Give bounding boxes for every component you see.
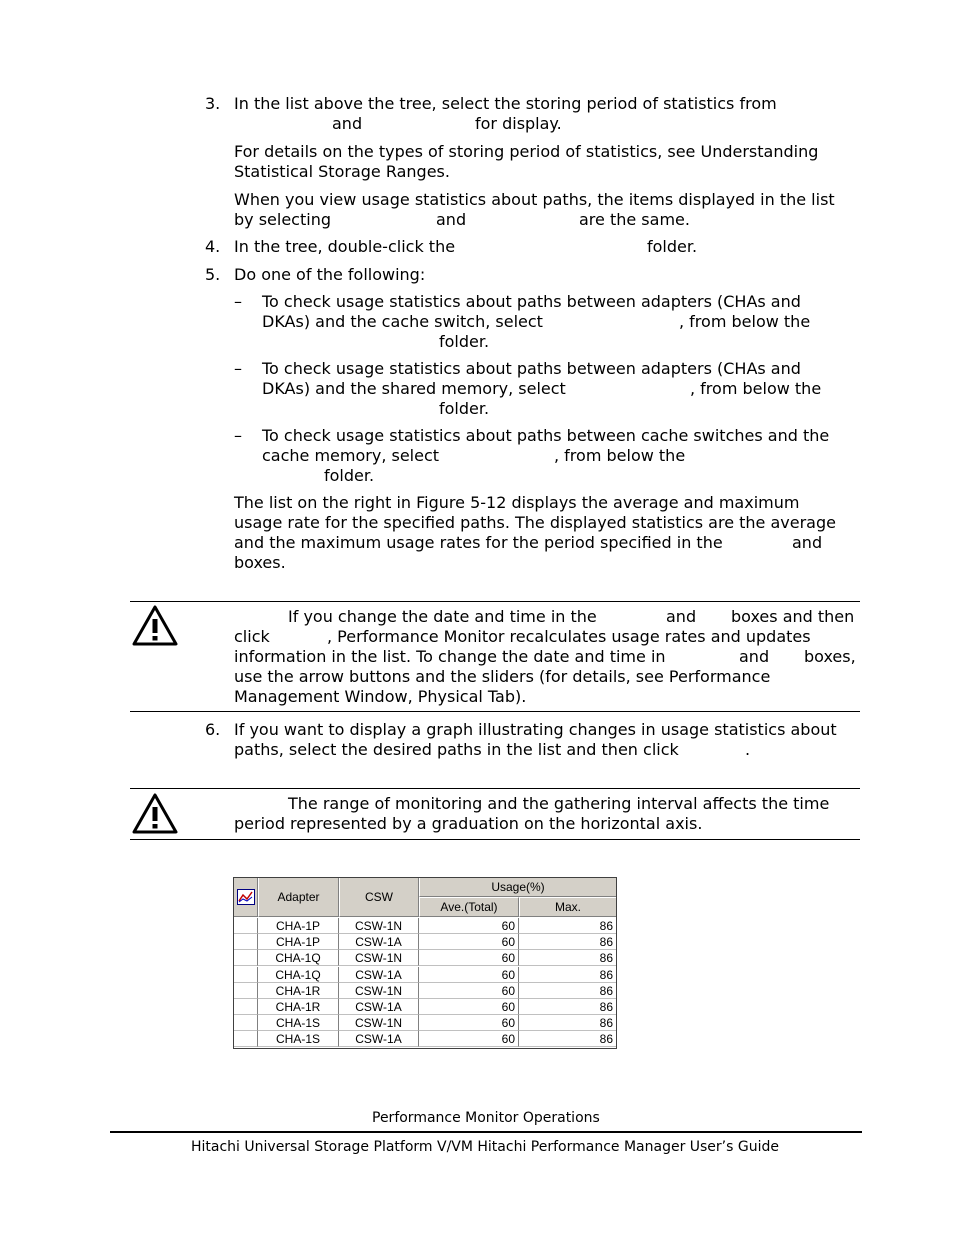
note-divider: [130, 711, 860, 712]
step-6-text: If you want to display a graph illustrating changes in usage statistics about: [234, 720, 837, 739]
step-4-text: folder.: [647, 237, 698, 256]
note-text: boxes and then: [731, 607, 855, 626]
note-divider: [130, 788, 860, 789]
note-divider: [130, 601, 860, 602]
step-3-text: In the list above the tree, select the storing period of statistics from: [234, 94, 777, 113]
table-cell-select[interactable]: [233, 918, 258, 934]
column-header-max[interactable]: Max.: [519, 897, 617, 917]
step-number: 3.: [205, 94, 221, 113]
table-cell-select[interactable]: [233, 1031, 258, 1047]
note-text: The range of monitoring and the gathering interval affects the time: [288, 794, 830, 813]
bullet-text: folder.: [439, 399, 490, 418]
table-cell-adapter[interactable]: CHA-1R: [258, 983, 339, 999]
table-cell-adapter[interactable]: CHA-1S: [258, 1015, 339, 1031]
bullet-dash: –: [234, 292, 242, 311]
table-cell-adapter[interactable]: CHA-1P: [258, 934, 339, 950]
note-text: and: [666, 607, 697, 626]
step-4-text: In the tree, double-click the: [234, 237, 456, 256]
table-cell-csw[interactable]: CSW-1N: [339, 983, 419, 999]
table-cell-max[interactable]: 86: [519, 918, 617, 934]
note-text: use the arrow buttons and the sliders (for details, see Performance: [234, 667, 771, 686]
usage-table: [233, 877, 617, 1049]
step-3-text: and: [332, 114, 363, 133]
paragraph-text: and the maximum usage rates for the period specified in the: [234, 533, 723, 552]
table-cell-select[interactable]: [233, 999, 258, 1015]
note-text: , Performance Monitor recalculates usage rates and updates: [327, 627, 811, 646]
step-6-text: .: [745, 740, 751, 759]
table-cell-ave[interactable]: 60: [419, 999, 519, 1015]
column-header-adapter[interactable]: Adapter: [258, 877, 339, 917]
warning-icon: [131, 604, 179, 648]
table-cell-csw[interactable]: CSW-1N: [339, 950, 419, 966]
bullet-text: , from below the: [690, 379, 822, 398]
table-cell-ave[interactable]: 60: [419, 950, 519, 966]
table-cell-ave[interactable]: 60: [419, 1015, 519, 1031]
table-cell-adapter[interactable]: CHA-1Q: [258, 967, 339, 983]
table-cell-max[interactable]: 86: [519, 934, 617, 950]
table-cell-csw[interactable]: CSW-1N: [339, 1015, 419, 1031]
warning-icon: [131, 792, 179, 836]
paragraph-text: and: [792, 533, 823, 552]
table-cell-csw[interactable]: CSW-1N: [339, 918, 419, 934]
note-text: period represented by a graduation on the horizontal axis.: [234, 814, 703, 833]
table-cell-select[interactable]: [233, 1015, 258, 1031]
table-cell-adapter[interactable]: CHA-1P: [258, 918, 339, 934]
table-cell-csw[interactable]: CSW-1A: [339, 999, 419, 1015]
bullet-text: , from below the: [554, 446, 686, 465]
table-cell-max[interactable]: 86: [519, 983, 617, 999]
paragraph-text: usage rate for the specified paths. The displayed statistics are the average: [234, 513, 836, 532]
paragraph-text: When you view usage statistics about paths, the items displayed in the list: [234, 190, 835, 209]
step-3-text: for display.: [475, 114, 562, 133]
table-cell-adapter[interactable]: CHA-1R: [258, 999, 339, 1015]
step-5-text: Do one of the following:: [234, 265, 426, 284]
bullet-text: DKAs) and the cache switch, select: [262, 312, 543, 331]
bullet-text: , from below the: [679, 312, 811, 331]
table-cell-ave[interactable]: 60: [419, 934, 519, 950]
bullet-text: cache memory, select: [262, 446, 440, 465]
paragraph-text: and: [436, 210, 467, 229]
table-cell-ave[interactable]: 60: [419, 1031, 519, 1047]
table-cell-select[interactable]: [233, 934, 258, 950]
table-cell-select[interactable]: [233, 967, 258, 983]
table-cell-max[interactable]: 86: [519, 967, 617, 983]
note-divider: [130, 839, 860, 840]
paragraph-text: by selecting: [234, 210, 331, 229]
bullet-text: folder.: [439, 332, 490, 351]
bullet-dash: –: [234, 359, 242, 378]
table-cell-ave[interactable]: 60: [419, 983, 519, 999]
footer-divider: [110, 1131, 862, 1133]
table-cell-max[interactable]: 86: [519, 1031, 617, 1047]
table-cell-select[interactable]: [233, 983, 258, 999]
note-text: If you change the date and time in the: [288, 607, 597, 626]
column-header-ave[interactable]: Ave.(Total): [419, 897, 519, 917]
step-number: 5.: [205, 265, 221, 284]
table-cell-csw[interactable]: CSW-1A: [339, 967, 419, 983]
table-cell-max[interactable]: 86: [519, 999, 617, 1015]
bullet-text: DKAs) and the shared memory, select: [262, 379, 566, 398]
table-cell-ave[interactable]: 60: [419, 967, 519, 983]
footer-book-title: Hitachi Universal Storage Platform V/VM Hitachi Performance Manager User’s Guide: [191, 1139, 779, 1155]
paragraph-text: boxes.: [234, 553, 286, 572]
paragraph-text: Statistical Storage Ranges.: [234, 162, 450, 181]
table-cell-max[interactable]: 86: [519, 950, 617, 966]
step-6-text: paths, select the desired paths in the list and then click: [234, 740, 679, 759]
table-cell-ave[interactable]: 60: [419, 918, 519, 934]
paragraph-text: are the same.: [579, 210, 690, 229]
table-cell-csw[interactable]: CSW-1A: [339, 934, 419, 950]
note-text: boxes,: [804, 647, 856, 666]
table-cell-csw[interactable]: CSW-1A: [339, 1031, 419, 1047]
bullet-dash: –: [234, 426, 242, 445]
paragraph-text: The list on the right in Figure 5-12 displays the average and maximum: [234, 493, 800, 512]
note-text: click: [234, 627, 270, 646]
bullet-text: To check usage statistics about paths between adapters (CHAs and: [262, 292, 801, 311]
column-header-usage: Usage(%): [419, 877, 617, 897]
graph-icon[interactable]: [233, 877, 258, 917]
table-cell-adapter[interactable]: CHA-1S: [258, 1031, 339, 1047]
table-cell-select[interactable]: [233, 950, 258, 966]
note-text: information in the list. To change the date and time in: [234, 647, 666, 666]
table-cell-max[interactable]: 86: [519, 1015, 617, 1031]
bullet-text: folder.: [324, 466, 375, 485]
table-cell-adapter[interactable]: CHA-1Q: [258, 950, 339, 966]
bullet-text: To check usage statistics about paths between cache switches and the: [262, 426, 830, 445]
step-number: 4.: [205, 237, 221, 256]
footer-section-title: Performance Monitor Operations: [372, 1110, 600, 1126]
column-header-csw[interactable]: CSW: [339, 877, 419, 917]
paragraph-text: For details on the types of storing period of statistics, see Understanding: [234, 142, 819, 161]
bullet-text: To check usage statistics about paths between adapters (CHAs and: [262, 359, 801, 378]
note-text: and: [739, 647, 770, 666]
note-text: Management Window, Physical Tab).: [234, 687, 527, 706]
step-number: 6.: [205, 720, 221, 739]
